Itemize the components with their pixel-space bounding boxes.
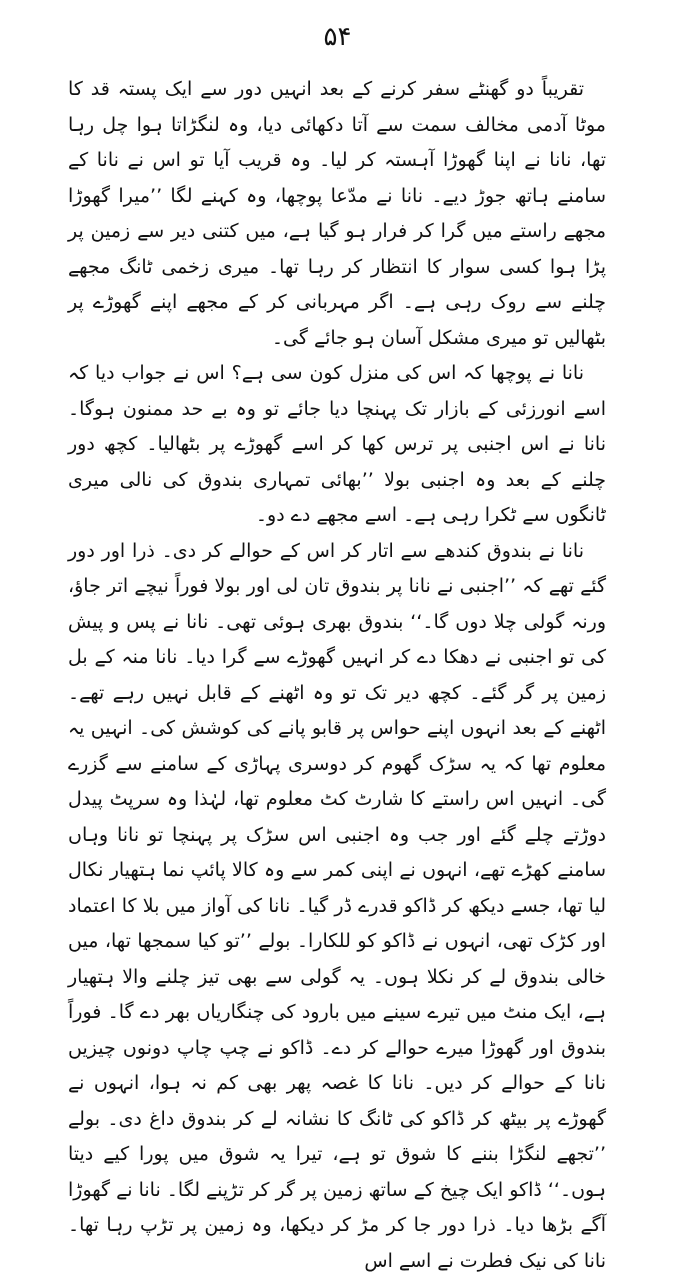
paragraph-1: تقریباً دو گھنٹے سفر کرنے کے بعد انہیں دور سے ایک پستہ قد کا موٹا آدمی مخالف سمت سے آتا دکھائی دیا، وہ لنگڑاتا ہوا چل رہا تھا، نانا نے اپنا گھوڑا آہستہ کر لیا۔ وہ قریب آیا تو اس نے نانا کے سامنے ہاتھ جوڑ دیے۔ نانا نے مدّعا پوچھا، وہ کہنے لگا ’’میرا گھوڑا مجھے راستے میں گرا کر فرار ہو گیا ہے، میں کتنی دیر سے زمین پر پڑا ہوا کسی سوار کا انتظار کر رہا تھا۔ میری زخمی ٹانگ مجھے چلنے سے روک رہی ہے۔ اگر مہربانی کر کے مجھے اپنے گھوڑے پر بٹھالیں تو میری مشکل آسان ہو جائے گی۔	[68, 72, 606, 356]
page-number: ۵۴	[0, 22, 675, 52]
page-body-text	[68, 72, 606, 1279]
paragraph-2: نانا نے پوچھا کہ اس کی منزل کون سی ہے؟ اس نے جواب دیا کہ اسے انورزئی کے بازار تک پہنچا دیا جائے تو وہ بے حد ممنون ہوگا۔ نانا نے اس اجنبی پر ترس کھا کر اسے گھوڑے پر بٹھالیا۔ کچھ دور چلنے کے بعد وہ اجنبی بولا ’’بھائی تمہاری بندوق کی نالی میری ٹانگوں سے ٹکرا رہی ہے۔ اسے مجھے دے دو۔	[68, 356, 606, 534]
paragraph-3: نانا نے بندوق کندھے سے اتار کر اس کے حوالے کر دی۔ ذرا اور دور گئے تھے کہ ’’اجنبی نے نانا پر بندوق تان لی اور بولا فوراً نیچے اتر جاؤ، ورنہ گولی چلا دوں گا۔‘‘ بندوق بھری ہوئی تھی۔ نانا نے پس و پیش کی تو اجنبی نے دھکا دے کر انہیں گھوڑے سے گرا دیا۔ نانا منہ کے بل زمین پر گر گئے۔ کچھ دیر تک تو وہ اٹھنے کے قابل نہیں رہے تھے۔ اٹھنے کے بعد انہوں اپنے حواس پر قابو پانے کی کوشش کی۔ انہیں یہ معلوم تھا کہ یہ سڑک گھوم کر دوسری پہاڑی کے سامنے سے گزرے گی۔ انہیں اس راستے کا شارٹ کٹ معلوم تھا، لہٰذا وہ سرپٹ پیدل دوڑتے چلے گئے اور جب وہ اجنبی اس سڑک پر پہنچا تو نانا وہاں سامنے کھڑے تھے، انہوں نے اپنی کمر سے وہ کالا پائپ نما ہتھیار نکال لیا تھا، جسے دیکھ کر ڈاکو قدرے ڈر گیا۔ نانا کی آواز میں بلا کا اعتماد اور کڑک تھی، انہوں نے ڈاکو کو للکارا۔ بولے ’’تو کیا سمجھا تھا، میں خالی بندوق لے کر نکلا ہوں۔ یہ گولی سے بھی تیز چلنے والا ہتھیار ہے، ایک منٹ میں تیرے سینے میں بارود کی چنگاریاں بھر دے گا۔ فوراً بندوق اور گھوڑا میرے حوالے کر دے۔ ڈاکو نے چپ چاپ دونوں چیزیں نانا کے حوالے کر دیں۔ نانا کا غصہ پھر بھی کم نہ ہوا، انہوں نے گھوڑے پر بیٹھ کر ڈاکو کی ٹانگ کا نشانہ لے کر بندوق داغ دی۔ بولے ’’تجھے لنگڑا بننے کا شوق تو ہے، تیرا یہ شوق میں پورا کیے دیتا ہوں۔‘‘ ڈاکو ایک چیخ کے ساتھ زمین پر گر کر تڑپنے لگا۔ نانا نے گھوڑا آگے بڑھا دیا۔ ذرا دور جا کر مڑ کر دیکھا، وہ زمین پر تڑپ رہا تھا۔ نانا کی نیک فطرت نے اسے اس	[68, 534, 606, 1279]
